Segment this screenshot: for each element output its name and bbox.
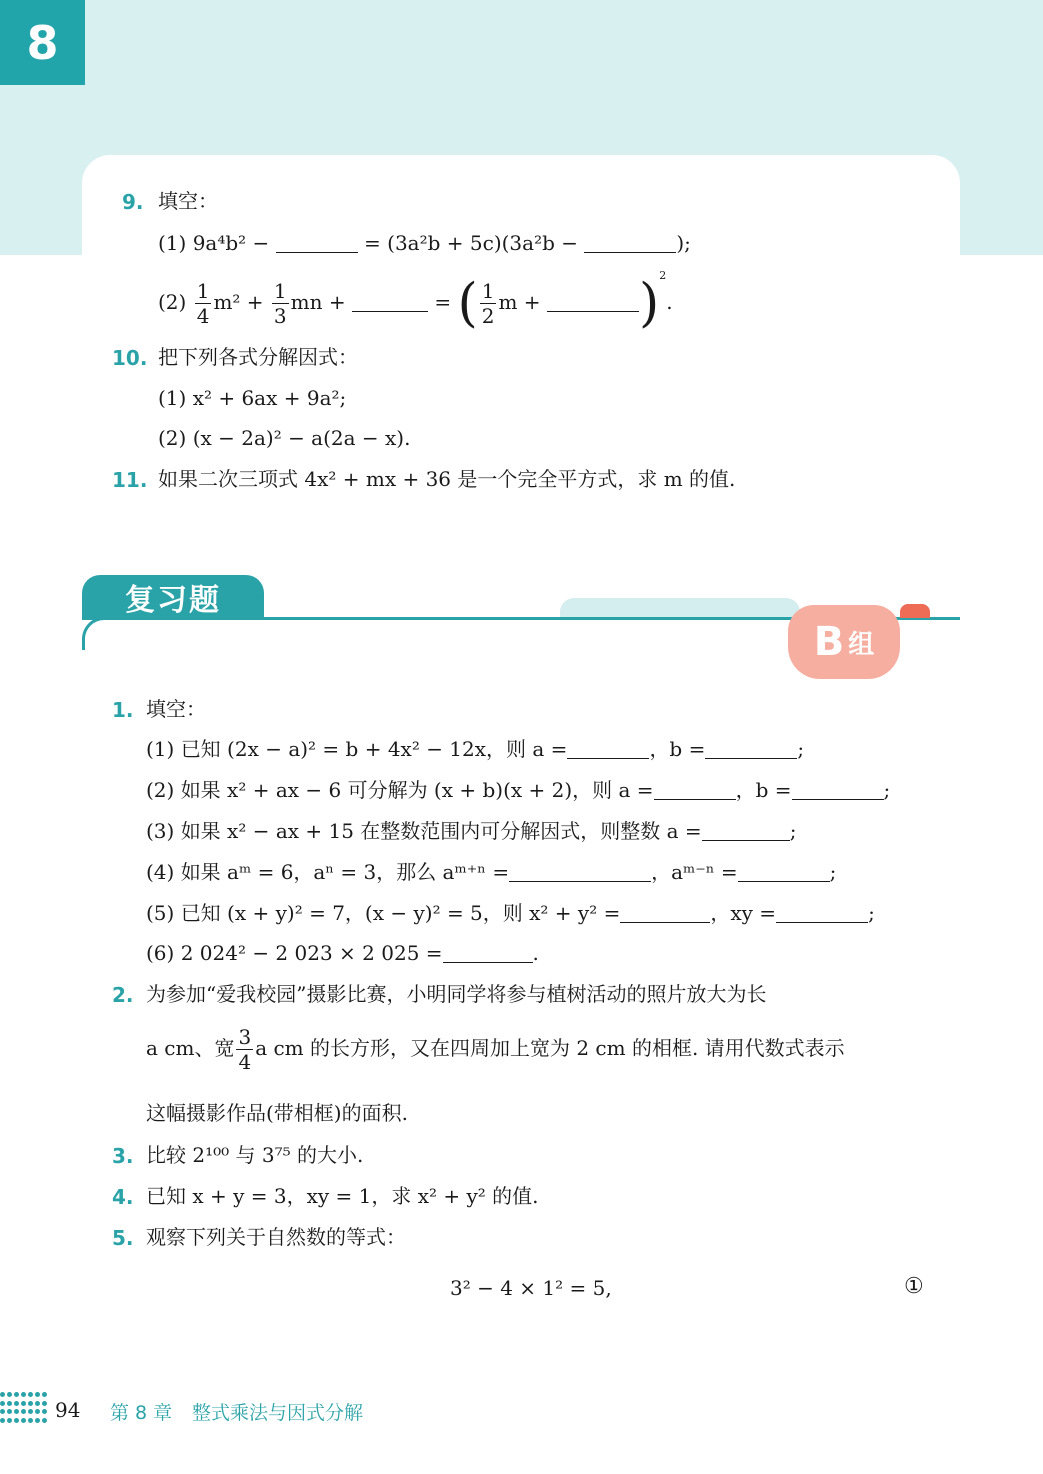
fill-blank[interactable]	[776, 904, 868, 923]
expression: m² +	[213, 290, 264, 314]
fill-blank[interactable]	[705, 740, 797, 759]
expression: .	[666, 290, 673, 314]
fill-blank[interactable]	[738, 863, 830, 882]
part-label: (2)	[158, 290, 187, 314]
question-10-part-2: (2) (x − 2a)² − a(2a − x).	[158, 426, 411, 450]
review-2-line-3: 这幅摄影作品(带相框)的面积.	[146, 1101, 408, 1125]
question-10-number: 10.	[112, 346, 148, 370]
review-3-text: 比较 2¹⁰⁰ 与 3⁷⁵ 的大小.	[146, 1143, 364, 1167]
expression: m +	[498, 290, 541, 314]
question-9-title: 填空：	[158, 189, 218, 213]
part-label: (1)	[158, 231, 187, 255]
expression: ;	[883, 778, 891, 802]
review-4-number: 4.	[112, 1185, 134, 1209]
fraction: $\frac{1}{4}$	[196, 279, 210, 328]
expression: ;	[789, 819, 797, 843]
expression: mn +	[290, 290, 346, 314]
review-2-line-2	[146, 1025, 845, 1074]
fill-blank[interactable]	[620, 904, 710, 923]
review-2-number: 2.	[112, 983, 134, 1007]
expression: a cm 的长方形，又在四周加上宽为 2 cm 的相框. 请用代数式表示	[255, 1036, 845, 1060]
review-1-title: 填空：	[146, 697, 206, 721]
expression: = (3a²b + 5c)(3a²b −	[364, 231, 579, 255]
fill-blank[interactable]	[567, 740, 649, 759]
badge-decoration	[900, 604, 930, 618]
fraction: $\frac{1}{3}$	[273, 279, 287, 328]
fill-blank[interactable]	[584, 234, 676, 253]
review-1-number: 1.	[112, 698, 134, 722]
fraction: $\frac{1}{2}$	[481, 279, 495, 328]
expression: a cm、宽	[146, 1036, 235, 1060]
question-9-part-2	[158, 269, 673, 334]
fill-blank[interactable]	[654, 781, 736, 800]
question-9-number: 9.	[122, 190, 144, 214]
group-letter: B	[813, 619, 845, 665]
footer-chapter: 第 8 章	[110, 1402, 173, 1424]
question-11-text: 如果二次三项式 4x² + mx + 36 是一个完全平方式，求 m 的值.	[158, 467, 736, 491]
expression: ，aᵐ⁻ⁿ =	[651, 860, 738, 884]
expression: ;	[868, 901, 875, 925]
page-number: 94	[55, 1398, 81, 1422]
expression: 9a⁴b² −	[192, 231, 270, 255]
review-5-text: 观察下列关于自然数的等式：	[146, 1225, 406, 1249]
group-b-badge	[788, 605, 900, 679]
fill-blank[interactable]	[352, 293, 428, 312]
fill-blank[interactable]	[509, 863, 651, 882]
fill-blank[interactable]	[276, 234, 358, 253]
review-4-text: 已知 x + y = 3，xy = 1，求 x² + y² 的值.	[146, 1184, 539, 1208]
fill-blank[interactable]	[702, 822, 790, 841]
review-1-part-3	[146, 821, 796, 841]
expression: (4) 如果 aᵐ = 6，aⁿ = 3，那么 aᵐ⁺ⁿ =	[146, 860, 510, 884]
expression: ;	[797, 737, 805, 761]
footer-chapter-title: 整式乘法与因式分解	[192, 1402, 364, 1424]
expression: (6) 2 024² − 2 023 × 2 025 =	[146, 941, 443, 965]
section-title: 复习题	[125, 583, 221, 618]
review-5-equation: 3² − 4 × 1² = 5,	[450, 1276, 612, 1300]
expression: (2) 如果 x² + ax − 6 可分解为 (x + b)(x + 2)，则 a =	[146, 778, 654, 802]
question-10-part-1: (1) x² + 6ax + 9a²;	[158, 386, 347, 410]
footer-dots-icon	[0, 1392, 48, 1424]
group-word: 组	[848, 629, 875, 660]
review-section-tab	[82, 575, 264, 619]
exponent: 2	[659, 269, 667, 282]
review-1-part-1	[146, 739, 804, 759]
fill-blank[interactable]	[792, 781, 884, 800]
expression: (5) 已知 (x + y)² = 7，(x − y)² = 5，则 x² + y² =	[146, 901, 621, 925]
fill-blank[interactable]	[443, 944, 533, 963]
expression: ，xy =	[710, 901, 777, 925]
expression: =	[434, 290, 452, 314]
question-11-number: 11.	[112, 468, 148, 492]
review-1-part-2	[146, 780, 890, 800]
review-5-number: 5.	[112, 1226, 134, 1250]
expression: .	[532, 941, 539, 965]
expression: (3) 如果 x² − ax + 15 在整数范围内可分解因式，则整数 a =	[146, 819, 702, 843]
expression: );	[676, 231, 691, 255]
question-10-title: 把下列各式分解因式：	[158, 345, 358, 369]
expression: ;	[829, 860, 837, 884]
question-9-part-1	[158, 233, 691, 253]
expression: ，b =	[649, 737, 706, 761]
left-paren: (	[457, 273, 478, 334]
fraction: $\frac{3}{4}$	[238, 1025, 252, 1074]
review-2-line-1: 为参加“爱我校园”摄影比赛，小明同学将参与植树活动的照片放大为长	[146, 982, 767, 1006]
chapter-number: 8	[26, 15, 59, 70]
review-3-number: 3.	[112, 1144, 134, 1168]
review-1-part-6	[146, 943, 539, 963]
fill-blank[interactable]	[547, 293, 639, 312]
expression: (1) 已知 (2x − a)² = b + 4x² − 12x，则 a =	[146, 737, 568, 761]
right-paren: )	[638, 273, 660, 334]
review-1-part-5	[146, 903, 875, 923]
chapter-number-badge	[0, 0, 85, 85]
review-1-part-4	[146, 862, 836, 882]
equation-marker: ①	[904, 1274, 924, 1299]
expression: ，b =	[735, 778, 792, 802]
